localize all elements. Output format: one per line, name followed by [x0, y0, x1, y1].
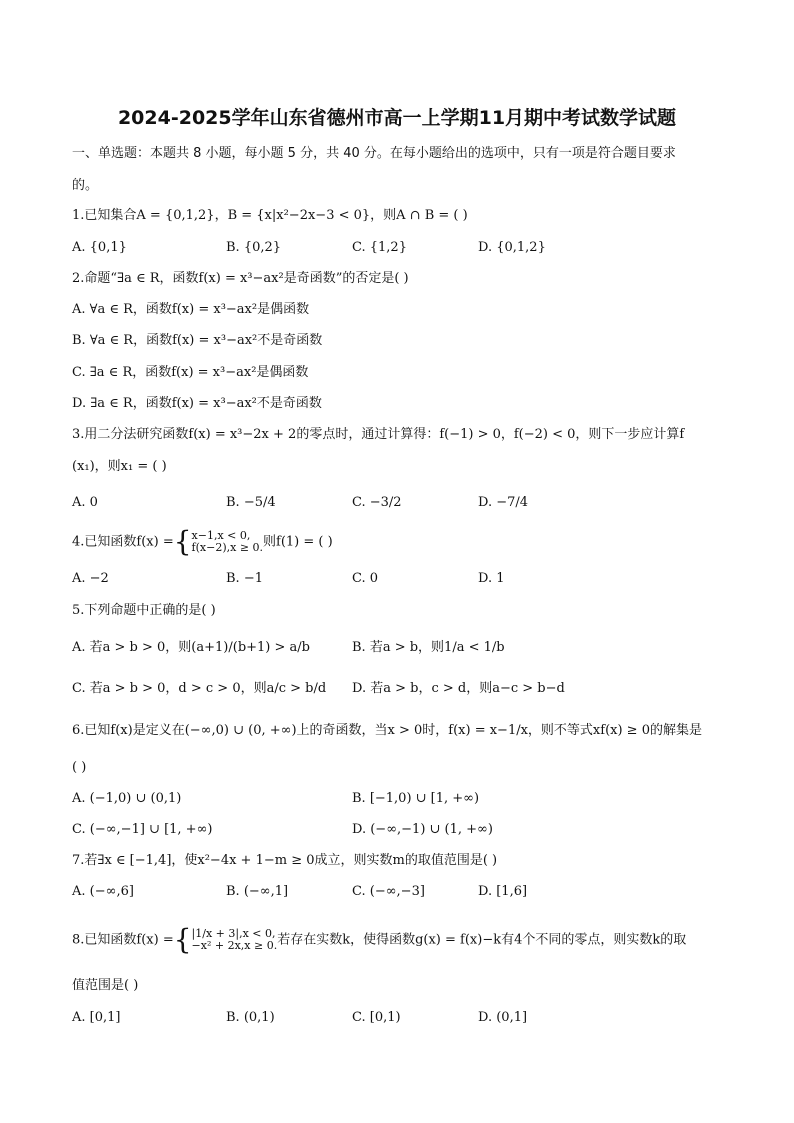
q8-piecewise	[192, 928, 278, 952]
q4-case-1: x−1,x < 0,	[191, 529, 251, 542]
question-7-stem: 7.若∃x ∈ [−1,4]，使x²−4x + 1−m ≥ 0成立，则实数m的取值范围是( )	[72, 853, 498, 868]
q5-option-a: A. 若a > b > 0，则(a+1)/(b+1) > a/b	[72, 640, 310, 655]
q4-option-b: B. −1	[226, 571, 263, 586]
q7-option-b: B. (−∞,1]	[226, 884, 289, 899]
question-3-stem: 3.用二分法研究函数f(x) = x³−2x + 2的零点时，通过计算得：f(−1) > 0，f(−2) < 0，则下一步应计算f	[72, 427, 685, 442]
question-6-stem-cont: ( )	[72, 760, 87, 775]
question-1-stem: 1.已知集合A = {0,1,2}，B = {x|x²−2x−3 < 0}，则A ∩ B = ( )	[72, 208, 468, 223]
q8-option-a: A. [0,1]	[72, 1010, 121, 1025]
q6-option-b: B. [−1,0) ∪ [1, +∞)	[352, 791, 480, 806]
q7-option-c: C. (−∞,−3]	[352, 884, 425, 899]
question-4-stem	[72, 525, 333, 558]
q5-option-d: D. 若a > b，c > d，则a−c > b−d	[352, 681, 565, 696]
q4-option-d: D. 1	[478, 571, 505, 586]
q2-option-c: C. ∃a ∈ R，函数f(x) = x³−ax²是偶函数	[72, 365, 309, 380]
q1-option-d: D. {0,1,2}	[478, 240, 546, 255]
q4-option-a: A. −2	[72, 571, 109, 586]
q8-stem-pre: 8.已知函数f(x) =	[72, 932, 174, 948]
q3-option-a: A. 0	[72, 495, 98, 510]
q4-brace: {	[173, 525, 192, 558]
q2-option-b: B. ∀a ∈ R，函数f(x) = x³−ax²不是奇函数	[72, 333, 323, 348]
q1-option-c: C. {1,2}	[352, 240, 407, 255]
question-2-stem: 2.命题“∃a ∈ R，函数f(x) = x³−ax²是奇函数”的否定是( )	[72, 271, 409, 286]
q8-option-b: B. (0,1)	[226, 1010, 275, 1025]
q1-option-b: B. {0,2}	[226, 240, 282, 255]
question-5-stem: 5.下列命题中正确的是( )	[72, 603, 216, 618]
q2-option-d: D. ∃a ∈ R，函数f(x) = x³−ax²不是奇函数	[72, 396, 322, 411]
q6-option-d: D. (−∞,−1) ∪ (1, +∞)	[352, 822, 493, 837]
q3-option-b: B. −5/4	[226, 495, 276, 510]
question-8-stem	[72, 923, 687, 956]
q3-option-c: C. −3/2	[352, 495, 402, 510]
q6-option-c: C. (−∞,−1] ∪ [1, +∞)	[72, 822, 213, 837]
q8-option-c: C. [0,1)	[352, 1010, 401, 1025]
q5-option-b: B. 若a > b，则1/a < 1/b	[352, 640, 505, 655]
q4-stem-pre: 4.已知函数f(x) =	[72, 534, 174, 550]
q8-case-1: |1/x + 3|,x < 0,	[191, 927, 276, 940]
q8-option-d: D. (0,1]	[478, 1010, 528, 1025]
q2-option-a: A. ∀a ∈ R，函数f(x) = x³−ax²是偶函数	[72, 302, 310, 317]
q7-option-a: A. (−∞,6]	[72, 884, 134, 899]
page-title: 2024-2025学年山东省德州市高一上学期11月期中考试数学试题	[117, 107, 677, 129]
q7-option-d: D. [1,6]	[478, 884, 528, 899]
section-heading-cont: 的。	[72, 178, 99, 193]
q4-piecewise	[192, 530, 263, 554]
question-3-stem-cont: (x₁)，则x₁ = ( )	[72, 459, 167, 474]
section-heading: 一、单选题：本题共 8 小题，每小题 5 分，共 40 分。在每小题给出的选项中，只有一项是符合题目要求	[72, 146, 676, 161]
q8-brace: {	[173, 923, 192, 956]
q4-option-c: C. 0	[352, 571, 379, 586]
q3-option-d: D. −7/4	[478, 495, 529, 510]
q8-case-2: −x² + 2x,x ≥ 0.	[191, 939, 278, 952]
q8-stem-post: 若存在实数k，使得函数g(x) = f(x)−k有4个不同的零点，则实数k的取	[277, 932, 687, 948]
question-8-stem-cont: 值范围是( )	[72, 978, 139, 993]
q5-option-c: C. 若a > b > 0，d > c > 0，则a/c > b/d	[72, 681, 327, 696]
q4-case-2: f(x−2),x ≥ 0.	[191, 541, 264, 554]
q4-stem-post: 则f(1) = ( )	[263, 534, 333, 550]
q1-option-a: A. {0,1}	[72, 240, 127, 255]
question-6-stem: 6.已知f(x)是定义在(−∞,0) ∪ (0, +∞)上的奇函数，当x > 0时，f(x) = x−1/x，则不等式xf(x) ≥ 0的解集是	[72, 723, 702, 738]
q6-option-a: A. (−1,0) ∪ (0,1)	[72, 791, 182, 806]
